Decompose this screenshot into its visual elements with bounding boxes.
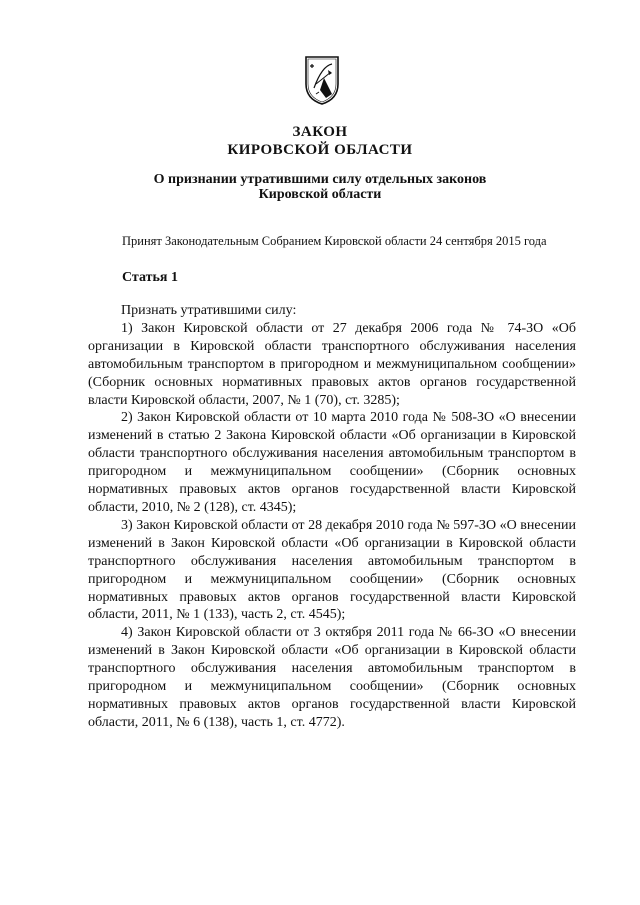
subtitle-line-2: Кировской области: [258, 187, 382, 202]
document-title-line-2: КИРОВСКОЙ ОБЛАСТИ: [227, 142, 413, 158]
article-heading: Статья 1: [122, 270, 178, 285]
document-title-line-1: ЗАКОН: [292, 124, 348, 140]
article-item-3: 3) Закон Кировской области от 28 декабря 2010 года № 597-ЗО «О внесении изменений в Закон Кировской области «Об организации в Кировской области транспортного обслуживания населения автомобильным транспортом в пригородном и межмуниципальном сообщении» (Сборник основных нормативных правовых актов органов государственной власти Кировской области, 2011, № 1 (133), часть 2, ст. 4545);: [88, 517, 576, 623]
article-lead: Признать утратившими силу:: [121, 303, 297, 318]
document-subtitle: [0, 172, 640, 202]
article-item-2: 2) Закон Кировской области от 10 марта 2010 года № 508-ЗО «О внесении изменений в статью 2 Закона Кировской области «Об организации в Кировской области транспортного обслуживания населения автомобильным транспортом в пригородном и межмуниципальном сообщении» (Сборник основных нормативных правовых актов органов государственной власти Кировской области, 2010, № 2 (128), ст. 4345);: [88, 410, 576, 515]
article-item-1: 1) Закон Кировской области от 27 декабря 2006 года № 74-ЗО «Об организации в Кировской области транспортного обслуживания населения автомобильным транспортом в пригородном и межмуниципальном сообщении» (Сборник основных нормативных правовых актов органов государственной власти Кировской области, 2007, № 1 (70), ст. 3285);: [88, 320, 576, 408]
kirov-coat-of-arms-icon: [302, 54, 342, 106]
adoption-note: Принят Законодательным Собранием Кировской области 24 сентября 2015 года: [122, 234, 547, 248]
subtitle-line-1: О признании утратившими силу отдельных законов: [153, 172, 487, 187]
article-item-4: 4) Закон Кировской области от 3 октября 2011 года № 66-ЗО «О внесении изменений в Закон Кировской области «Об организации в Кировской области транспортного обслуживания населения автомобильным транспортом в пригородном и межмуниципальном сообщении» (Сборник основных нормативных правовых актов органов государственной власти Кировской области, 2011, № 6 (138), часть 1, ст. 4772).: [88, 625, 576, 730]
article-body: [88, 302, 576, 732]
